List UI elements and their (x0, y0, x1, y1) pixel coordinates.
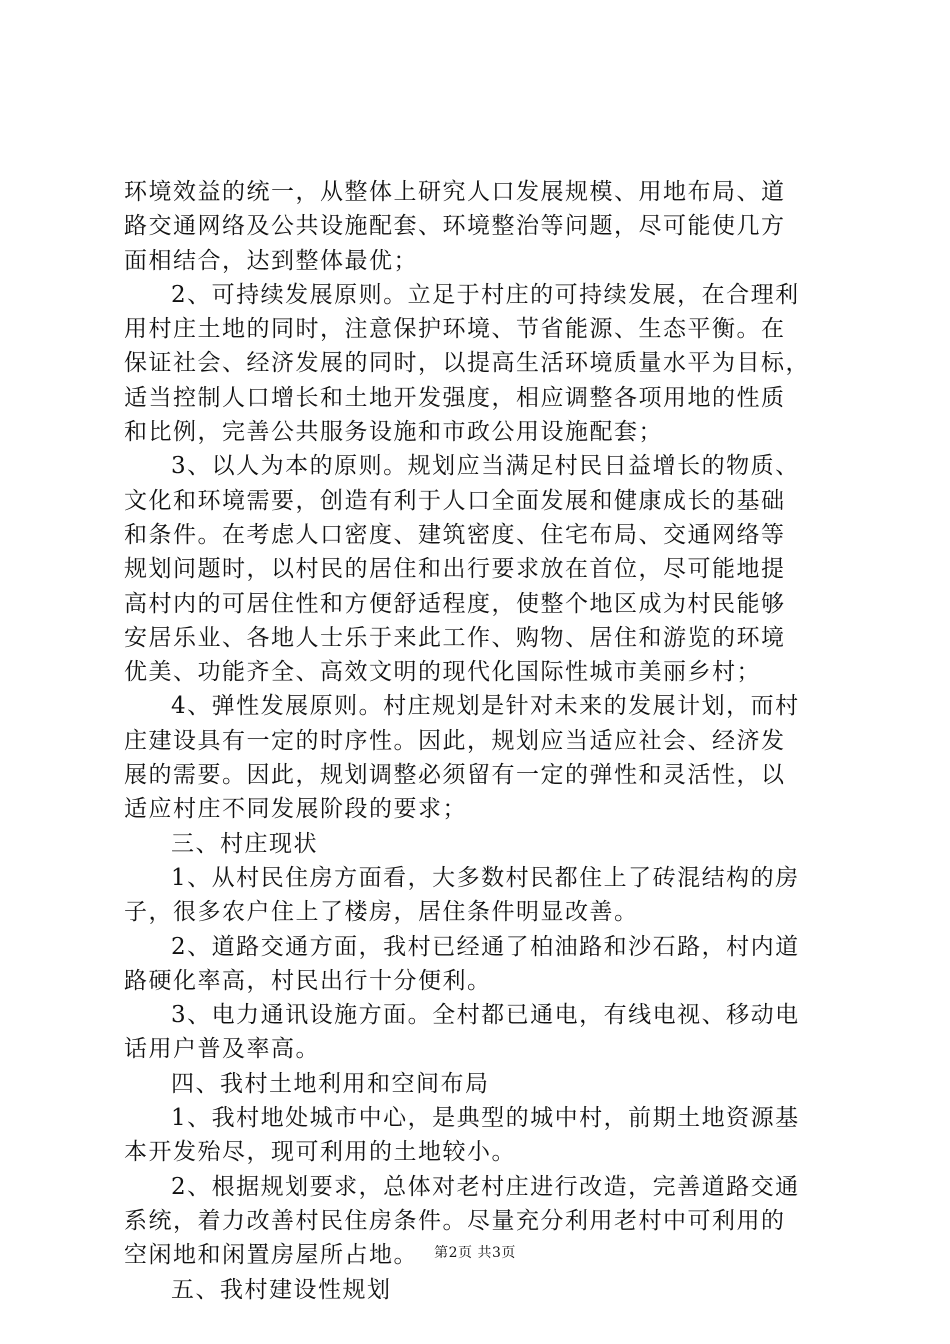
text-line: 空闲地和闲置房屋所占地。 (124, 1242, 418, 1269)
page-footer (0, 1243, 950, 1263)
paragraph-start-line: 4、弹性发展原则。村庄规划是针对未来的发展计划，而村 (171, 693, 800, 720)
page-number: 第2页 共3页 (434, 1245, 516, 1261)
text-line: 子，很多农户住上了楼房，居住条件明显改善。 (124, 899, 639, 926)
section-heading: 五、我村建设性规划 (171, 1276, 392, 1303)
text-line: 面相结合，达到整体最优； (124, 247, 418, 274)
text-line: 文化和环境需要，创造有利于人口全面发展和健康成长的基础 (124, 487, 786, 514)
paragraph-start-line: 2、可持续发展原则。立足于村庄的可持续发展，在合理利 (171, 281, 800, 308)
paragraph-start-line: 1、我村地处城市中心，是典型的城中村，前期土地资源基 (171, 1105, 800, 1132)
text-line: 和比例，完善公共服务设施和市政公用设施配套； (124, 419, 663, 446)
text-line: 路硬化率高，村民出行十分便利。 (124, 967, 492, 994)
section-heading: 四、我村土地利用和空间布局 (171, 1070, 490, 1097)
paragraph-start-line: 2、道路交通方面，我村已经通了柏油路和沙石路，村内道 (171, 933, 800, 960)
text-line: 路交通网络及公共设施配套、环境整治等问题，尽可能使几方 (124, 213, 786, 240)
paragraph-start-line: 1、从村民住房方面看，大多数村民都住上了砖混结构的房 (171, 864, 800, 891)
text-line: 话用户普及率高。 (124, 1036, 320, 1063)
text-line: 本开发殆尽，现可利用的土地较小。 (124, 1139, 516, 1166)
text-line: 和条件。在考虑人口密度、建筑密度、住宅布局、交通网络等 (124, 521, 786, 548)
body-text (124, 175, 839, 1307)
text-line: 安居乐业、各地人士乐于来此工作、购物、居住和游览的环境 (124, 624, 786, 651)
text-line: 环境效益的统一，从整体上研究人口发展规模、用地布局、道 (124, 179, 786, 205)
text-line: 庄建设具有一定的时序性。因此，规划应当适应社会、经济发 (124, 727, 786, 754)
text-line: 用村庄土地的同时，注意保护环境、节省能源、生态平衡。在 (124, 316, 786, 343)
text-line: 展的需要。因此，规划调整必须留有一定的弹性和灵活性，以 (124, 762, 786, 789)
text-line: 保证社会、经济发展的同时，以提高生活环境质量水平为目标， (124, 350, 810, 377)
text-line: 适当控制人口增长和土地开发强度，相应调整各项用地的性质 (124, 384, 786, 411)
section-heading: 三、村庄现状 (171, 830, 318, 857)
text-line: 高村内的可居住性和方便舒适程度，使整个地区成为村民能够 (124, 590, 786, 617)
text-line: 规划问题时，以村民的居住和出行要求放在首位，尽可能地提 (124, 556, 786, 583)
text-line: 系统，着力改善村民住房条件。尽量充分利用老村中可利用的 (124, 1207, 786, 1234)
paragraph-start-line: 3、以人为本的原则。规划应当满足村民日益增长的物质、 (171, 453, 800, 480)
text-line: 优美、功能齐全、高效文明的现代化国际性城市美丽乡村； (124, 659, 761, 686)
paragraph-start-line: 2、根据规划要求，总体对老村庄进行改造，完善道路交通 (171, 1173, 800, 1200)
paragraph-start-line: 3、电力通讯设施方面。全村都已通电，有线电视、移动电 (171, 1002, 800, 1029)
text-line: 适应村庄不同发展阶段的要求； (124, 796, 467, 823)
